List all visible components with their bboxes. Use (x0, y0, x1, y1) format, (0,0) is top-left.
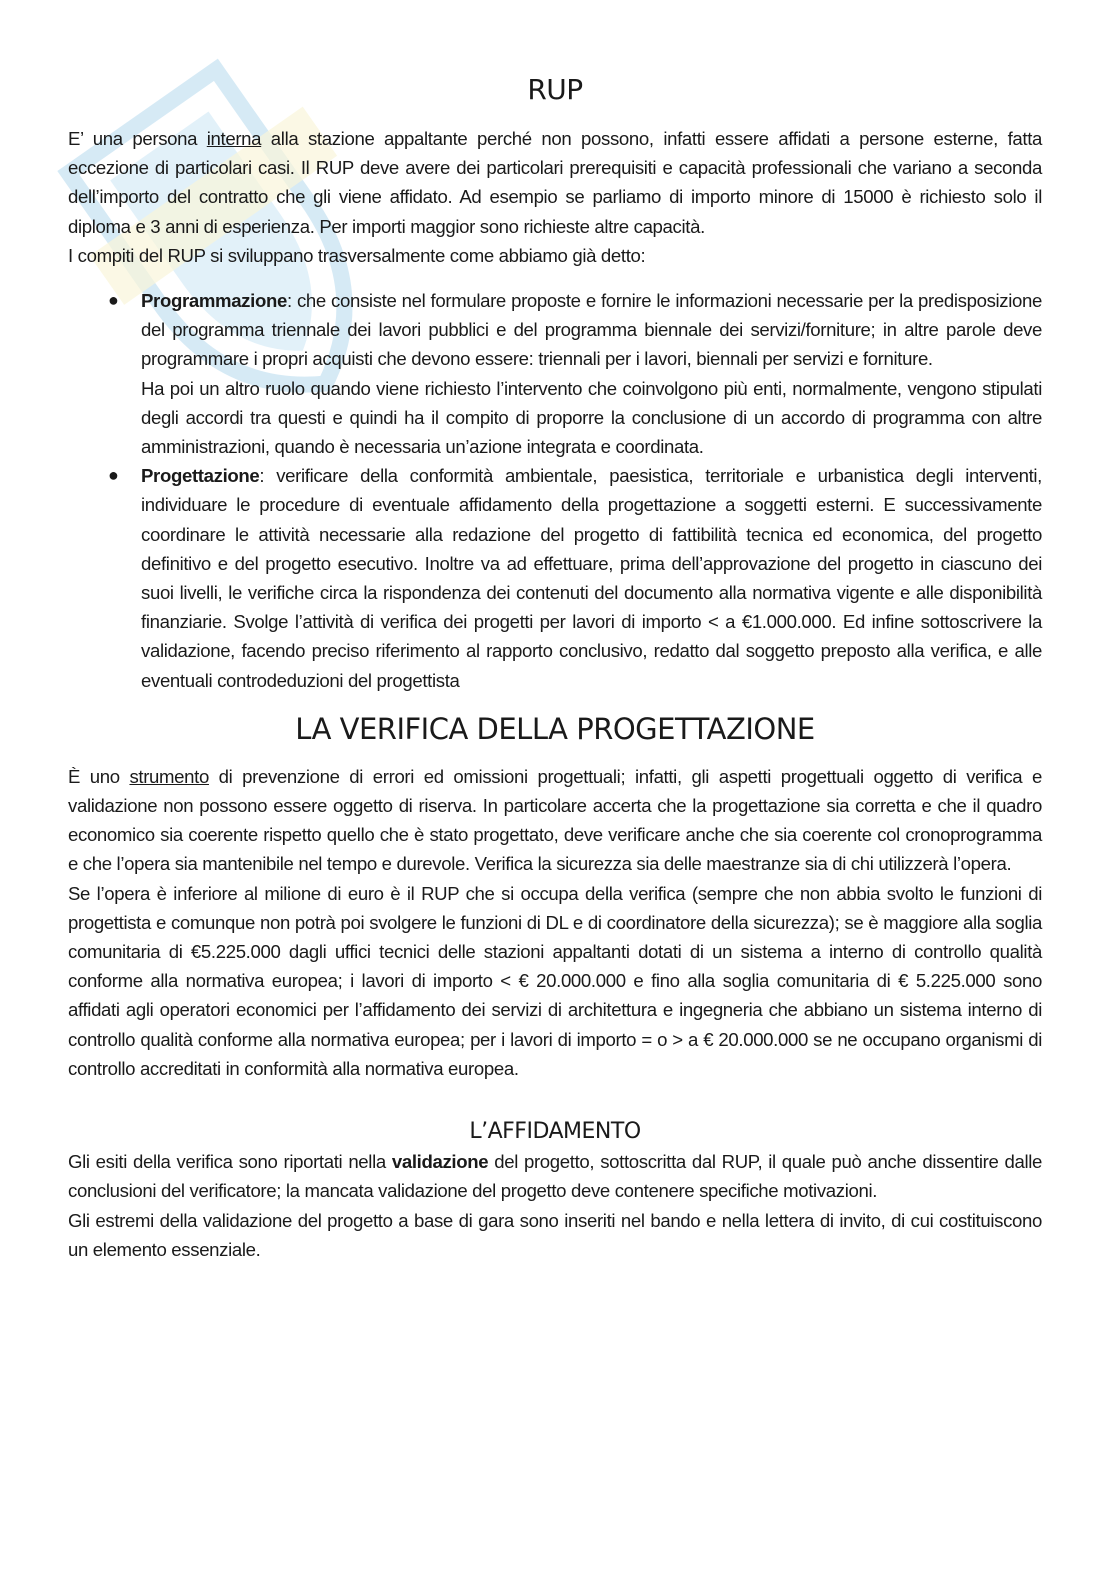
rup-tasks-intro: I compiti del RUP si sviluppano trasversalmente come abbiamo già detto: (68, 244, 646, 266)
bullet-icon: ● (108, 465, 119, 486)
document-body (68, 70, 1042, 1264)
bold-term: Progettazione (141, 465, 260, 487)
text-run: alla stazione appaltante perché non possono, infatti essere affidati a persone esterne, fatta eccezione di particolari casi. Il RUP deve avere dei particolari prerequisiti e capacità professionali che variano a seconda dell’importo del contratto che gli viene affidato. Ad esempio se parliamo di importo minore di 15000 è richiesto solo il diploma e 3 anni di esperienza. Per importi maggior sono richieste altre capacità. (68, 128, 1043, 237)
list-item-progettazione (68, 461, 1042, 695)
verifica-paragraph-2: Se l’opera è inferiore al milione di euro è il RUP che si occupa della verifica (sempre che non abbia svolto le funzioni di progettista e comunque non potrà poi svolgere le funzioni di DL e di coordinatore della sicurezza); se è maggiore alla soglia comunitaria di €5.225.000 dagli uffici tecnici delle stazioni appaltanti dotati di un sistema a interno di controllo qualità conforme alla normativa europea; i lavori di importo < € 20.000.000 e fino alla soglia comunitaria di € 5.225.000 sono affidati agli operatori economici per l’affidamento dei servizi di architettura e ingegneria che abbiano un sistema interno di controllo qualità conforme alla normativa europea; per i lavori di importo = o > a € 20.000.000 se ne occupano organismi di controllo accreditati in conformità alla normativa europea. (68, 882, 1042, 1079)
text-run: : verificare della conformità ambientale, paesistica, territoriale e urbanistica degli interventi, individuare le procedure di eventuale affidamento della progettazione a soggetti esterni. E successivamente coordinare le attività necessarie alla redazione del progetto di fattibilità tecnica ed economica, del progetto definitivo e del progetto esecutivo. Inoltre va ad effettuare, prima dell’approvazione del progetto in ciascuno dei suoi livelli, le verifiche circa la rispondenza dei contenuti del documento alla normativa vigente e alle disponibilità finanziarie. Svolge l’attività di verifica dei progetti per lavori di importo < a €1.000.000. Ed infine sottoscrivere la validazione, facendo preciso riferimento al rapporto conclusivo, redatto dal soggetto preposto alla verifica, e alle eventuali controdeduzioni del progettista (141, 465, 1042, 691)
bullet-paragraph: Ha poi un altro ruolo quando viene richiesto l’intervento che coinvolgono più enti, normalmente, vengono stipulati degli accordi tra questi e quindi ha il compito di proporre la conclusione di un accordo di programma con altre amministrazioni, quando è necessaria un’azione integrata e coordinata. (141, 377, 1042, 458)
text-run: di prevenzione di errori ed omissioni progettuali; infatti, gli aspetti progettuali oggetto di verifica e validazione non possono essere oggetto di riserva. In particolare accerta che la progettazione sia corretta e che il quadro economico sia coerente rispetto quello che è stato progettato, deve verificare anche che sia coerente col cronoprogramma e che l’opera sia mantenibile nel tempo e durevole. Verifica la sicurezza sia delle maestranze sia di chi utilizzerà l’opera. (68, 765, 1042, 875)
section-title-rup: RUP (527, 73, 583, 106)
rup-tasks-list (68, 286, 1042, 695)
section-title-affidamento: L’AFFIDAMENTO (469, 1119, 641, 1145)
bold-term: Programmazione (141, 290, 287, 312)
bullet-icon: ● (108, 290, 119, 311)
text-run: : che consiste nel formulare proposte e fornire le informazioni necessarie per la predisposizione del programma triennale dei lavori pubblici e del programma biennale dei servizi/forniture; in altre parole deve programmare i propri acquisti che devono essere: triennali per i lavori, biennali per servizi e forniture. (141, 290, 1042, 370)
text-run: E’ una persona (68, 128, 207, 149)
text-run: del progetto, sottoscritta dal RUP, il quale può anche dissentire dalle conclusioni del verificatore; la mancata validazione del progetto deve contenere specifiche motivazioni. (68, 1151, 1042, 1202)
rup-intro-paragraph (68, 124, 1042, 241)
section-title-verifica: LA VERIFICA DELLA PROGETTAZIONE (295, 711, 815, 746)
list-item-programmazione (68, 286, 1042, 461)
underlined-term: interna (206, 128, 262, 149)
text-run: Gli esiti della verifica sono riportati nella (68, 1151, 392, 1173)
bullet-paragraph (141, 461, 1042, 695)
affidamento-paragraph-2: Gli estremi della validazione del progetto a base di gara sono inseriti nel bando e nella lettera di invito, di cui costituiscono un elemento essenziale. (68, 1209, 1042, 1260)
bold-term: validazione (391, 1151, 489, 1173)
bullet-paragraph (141, 286, 1042, 374)
text-run: È uno (68, 765, 130, 787)
verifica-paragraph-1 (68, 762, 1042, 879)
affidamento-paragraph-1 (68, 1147, 1042, 1205)
underlined-term: strumento (129, 765, 209, 787)
